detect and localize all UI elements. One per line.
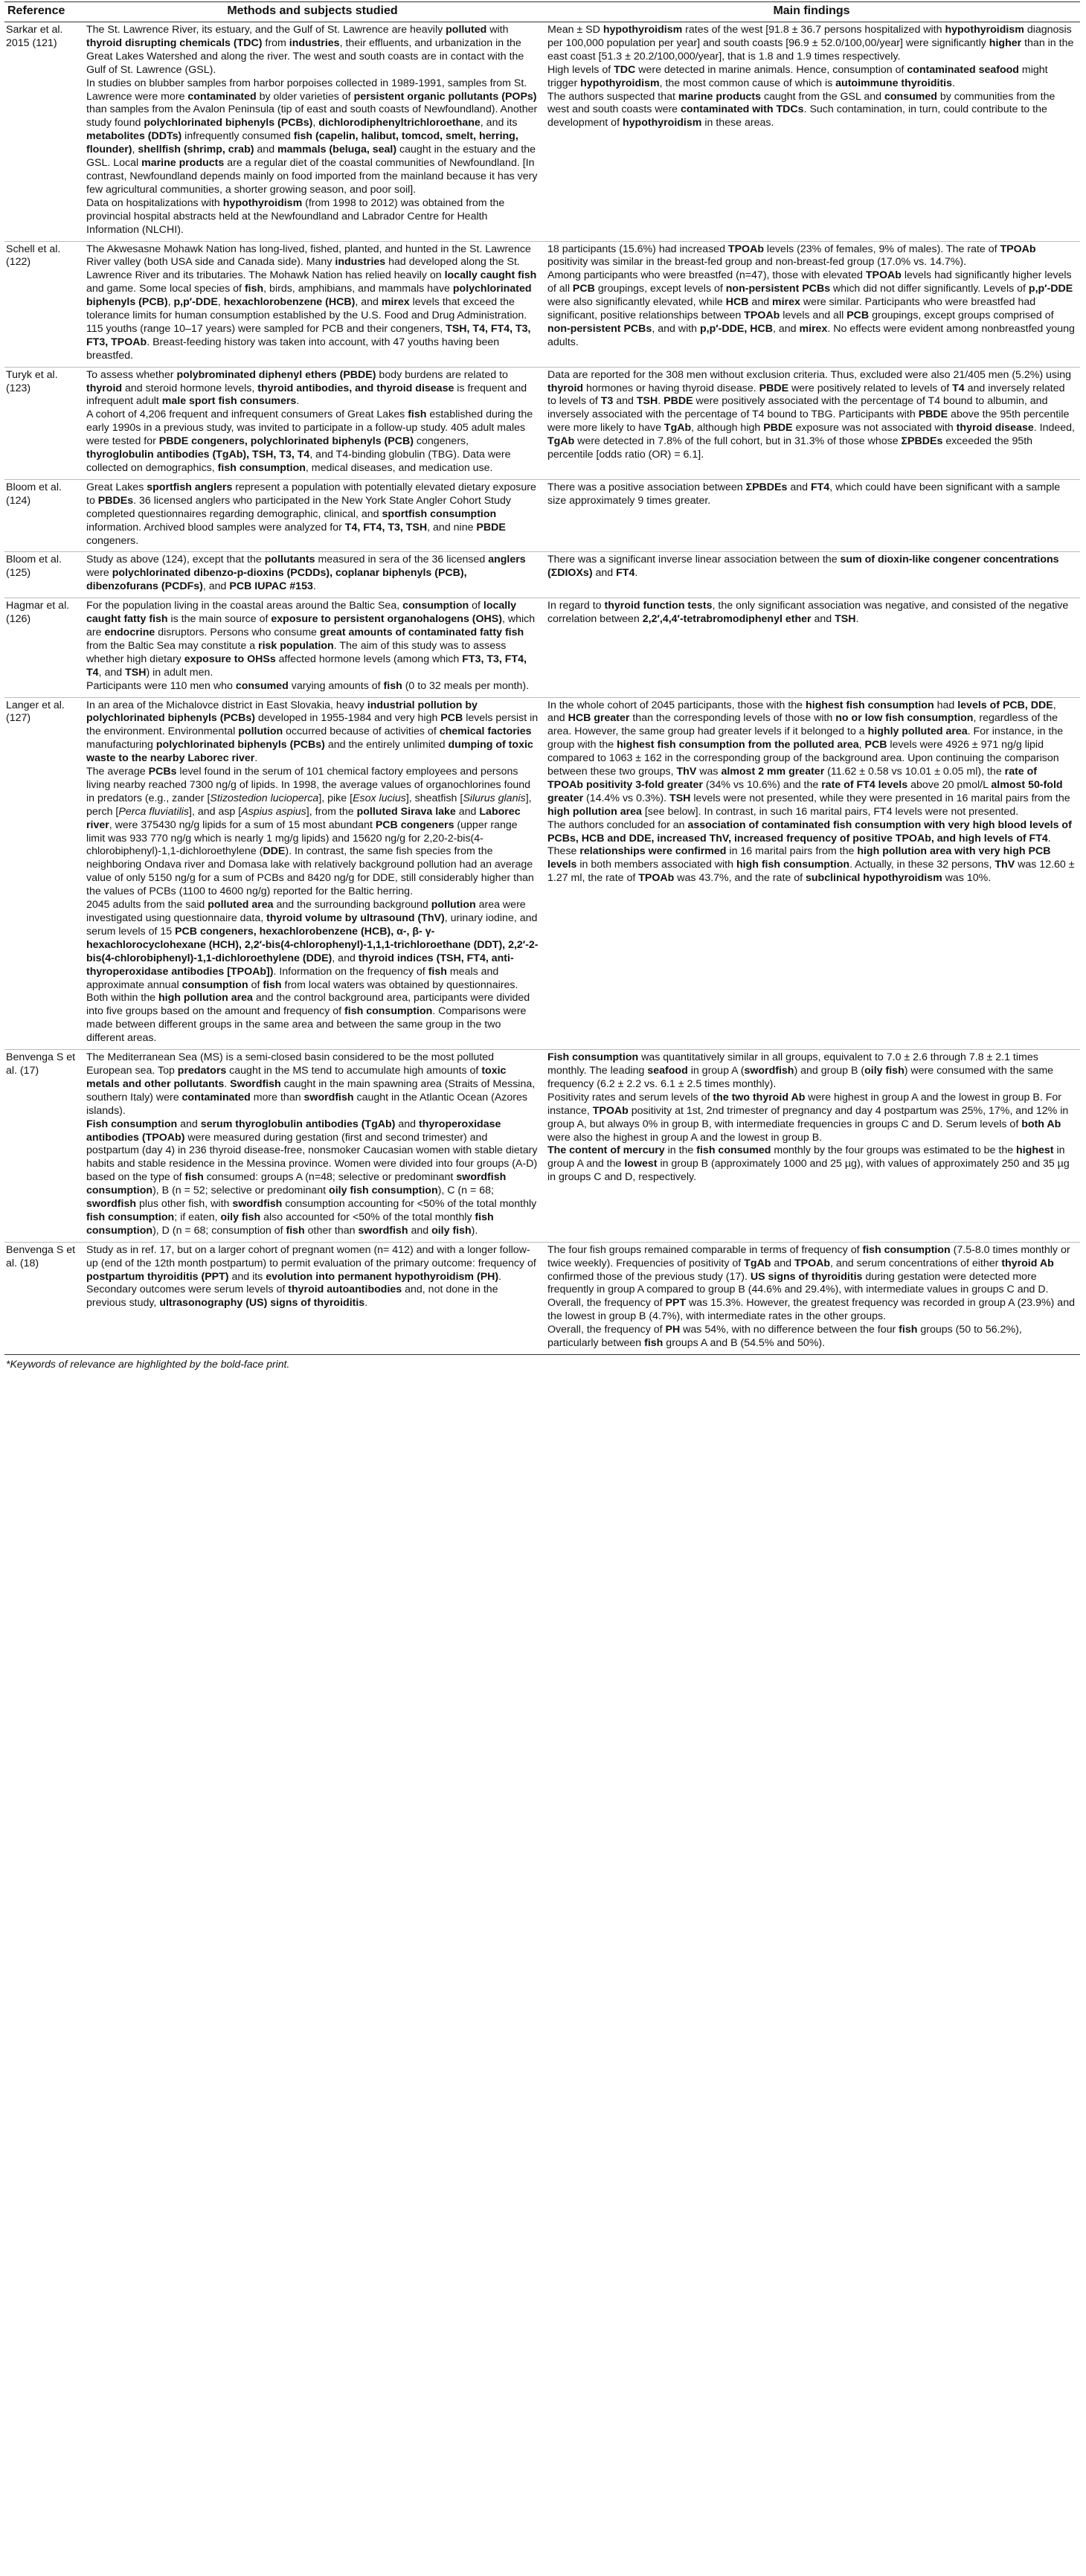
findings-cell <box>543 479 1080 552</box>
findings-paragraph: In regard to thyroid function tests, the only significant association was negative, and consisted of the negative correlation between 2,2′,4,4′-tetrabromodiphenyl ether and TSH. <box>547 600 1069 626</box>
reference-cell: Langer et al. (127) <box>4 697 82 1050</box>
methods-cell <box>82 479 543 552</box>
methods-cell <box>82 22 543 242</box>
findings-paragraph: The four fish groups remained comparable in terms of frequency of fish consumption (7.5-8.0 times monthly or twice weekly). Frequencies of positivity of TgAb and TPOAb, and serum concentrations of either thyroid Ab confirmed those of the previous study (17). US signs of thyroiditis during gestation were detected more frequently in group A compared to group B (44.6% and 29.4%), with intermediate values in groups C and D. <box>547 1243 1070 1296</box>
methods-cell <box>82 552 543 598</box>
reference-cell: Turyk et al. (123) <box>4 367 82 479</box>
methods-paragraph: In studies on blubber samples from harbor porpoises collected in 1989-1991, samples from St. Lawrence were more contaminated by older varieties of persistent organic pollutants (POPs) than samples from the Avalon Peninsula (tip of east and south coasts of Newfoundland). Another study found polychlorinated biphenyls (PCBs), dichlorodiphenyltrichloroethane, and its metabolites (DDTs) infrequently consumed fish (capelin, halibut, tomcod, smelt, herring, flounder), shellfish (shrimp, crab) and mammals (beluga, seal) caught in the estuary and the GSL. Local marine products are a regular diet of the coastal communities of Newfoundland. [In contrast, Newfoundland depends mainly on food imported from the mainland because it has very few agricultural communities, a shorter growing season, and poor soil]. <box>86 77 538 196</box>
findings-paragraph: 18 participants (15.6%) had increased TPOAb levels (23% of females, 9% of males). The rate of TPOAb positivity was similar in the breast-fed group and non-breast-fed group (17.0% vs. 14.7%). <box>547 243 1036 269</box>
reference-cell: Bloom et al. (125) <box>4 552 82 598</box>
findings-paragraph: In the whole cohort of 2045 participants, those with the highest fish consumption had levels of PCB, DDE, and HCB greater than the corresponding levels of those with no or low fish consumption, regardless of the area. However, the same group had greater levels if it belonged to a highly polluted area. For instance, in the group with the highest fish consumption from the polluted area, PCB levels were 4926 ± 971 ng/g lipid compared to 1063 ± 162 in the corresponding group of the background area. Upon continuing the comparison between these two groups, ThV was almost 2 mm greater (11.62 ± 0.58 vs 10.01 ± 0.05 ml), the rate of TPOAb positivity 3-fold greater (34% vs 10.6%) and the rate of FT4 levels above 20 pmol/L almost 50-fold greater (14.4% vs 0.3%). TSH levels were not presented, while they were presented in 16 marital pairs from the high pollution area [see below]. In contrast, in such 16 marital pairs, FT4 levels were not presented. <box>547 699 1070 818</box>
methods-paragraph: The St. Lawrence River, its estuary, and the Gulf of St. Lawrence are heavily polluted with thyroid disrupting chemicals (TDC) from industries, their effluents, and urbanization in the Great Lakes Watershed and along the river. The west and south coasts are in contact with the Gulf of St. Lawrence (GSL). <box>86 24 524 76</box>
findings-paragraph: These relationships were confirmed in 16 marital pairs from the high pollution area with very high PCB levels in both members associated with high fish consumption. Actually, in these 32 persons, ThV was 12.60 ± 1.27 ml, the rate of TPOAb was 43.7%, and the rate of subclinical hypothyroidism was 10%. <box>547 845 1075 885</box>
findings-paragraph: Data are reported for the 308 men without exclusion criteria. Thus, excluded were also 21/405 men (5.2%) using thyroid hormones or having thyroid disease. PBDE were positively related to levels of T4 and inversely related to levels of T3 and TSH. PBDE were positively associated with the percentage of T4 bound to albumin, and inversely associated with the percentage of T4 bound to TBG. Participants with PBDE above the 95th percentile were more likely to have TgAb, although high PBDE exposure was not associated with thyroid disease. Indeed, TgAb were detected in 7.8% of the full cohort, but in 31.3% of those whose ΣPBDEs exceeded the 95th percentile [odds ratio (OR) = 6.1]. <box>547 368 1075 461</box>
findings-paragraph: Overall, the frequency of PPT was 15.3%. However, the greatest frequency was recorded in group A (23.9%) and the lowest in group B (4.7%), with intermediate rates in the other groups. <box>547 1297 1075 1323</box>
header-findings: Main findings <box>543 2 1080 22</box>
findings-paragraph: The authors concluded for an association of contaminated fish consumption with very high blood levels of PCBs, HCB and DDE, increased ThV, increased frequency of positive TPOAb, and high levels of FT4. <box>547 818 1072 845</box>
findings-cell <box>543 22 1080 242</box>
findings-paragraph: The content of mercury in the fish consumed monthly by the four groups was estimated to be the highest in group A and the lowest in group B (approximately 1000 and 25 µg), with values of approximately 250 and 35 µg in groups C and D, respectively. <box>547 1144 1070 1184</box>
findings-cell <box>543 1242 1080 1354</box>
table-body <box>4 22 1080 1355</box>
methods-cell <box>82 1242 543 1354</box>
methods-paragraph: For the population living in the coastal areas around the Baltic Sea, consumption of locally caught fatty fish is the main source of exposure to persistent organohalogens (OHS), which are endocrine disruptors. Persons who consume great amounts of contaminated fatty fish from the Baltic Sea may constitute a risk population. The aim of this study was to assess whether high dietary exposure to OHSs affected hormone levels (among which FT3, T3, FT4, T4, and TSH) in adult men. <box>86 600 536 679</box>
findings-paragraph: Mean ± SD hypothyroidism rates of the west [91.8 ± 36.7 persons hospitalized with hypothyroidism diagnosis per 100,000 population per year] and south coasts [96.9 ± 52.0/100,00/year] were significantly higher than in the east coast [51.3 ± 20.2/100,000/year], that is 1.8 and 1.9 times respectively. <box>547 24 1074 63</box>
header-methods: Methods and subjects studied <box>82 2 543 22</box>
findings-cell <box>543 241 1080 367</box>
reference-cell: Sarkar et al. 2015 (121) <box>4 22 82 242</box>
methods-paragraph: Study as above (124), except that the pollutants measured in sera of the 36 licensed anglers were polychlorinated dibenzo-p-dioxins (PCDDs), coplanar biphenyls (PCB), dibenzofurans (PCDFs), and PCB IUPAC #153. <box>86 554 526 593</box>
reference-cell: Hagmar et al. (126) <box>4 598 82 697</box>
table-row <box>4 1050 1080 1243</box>
references-table <box>4 1 1080 1355</box>
table-row <box>4 598 1080 697</box>
table-row <box>4 697 1080 1050</box>
table-footnote: *Keywords of relevance are highlighted by the bold-face print. <box>6 1358 290 1370</box>
methods-cell <box>82 367 543 479</box>
findings-paragraph: Among participants who were breastfed (n=47), those with elevated TPOAb levels had significantly higher levels of all PCB groupings, except levels of non-persistent PCBs which did not differ significantly. Levels of p,p′-DDE were also significantly elevated, while HCB and mirex were similar. Participants who were breastfed had significant, positive relationships between TPOAb levels and all PCB groupings, except groups comprised of non-persistent PCBs, and with p,p′-DDE, HCB, and mirex. No effects were evident among nonbreastfed young adults. <box>547 269 1075 348</box>
methods-cell <box>82 697 543 1050</box>
table-row <box>4 552 1080 598</box>
methods-cell <box>82 241 543 367</box>
header-reference: Reference <box>4 2 82 22</box>
methods-paragraph: In an area of the Michalovce district in East Slovakia, heavy industrial pollution by polychlorinated biphenyls (PCBs) developed in 1955-1984 and very high PCB levels persist in the environment. Environmental pollution occurred because of activities of chemical factories manufacturing polychlorinated biphenyls (PCBs) and the entirely unlimited dumping of toxic waste to the nearby Laborec river. <box>86 699 539 765</box>
methods-paragraph: 2045 adults from the said polluted area and the surrounding background pollution area were investigated using questionnaire data, thyroid volume by ultrasound (ThV), urinary iodine, and serum levels of 15 PCB congeners, hexachlorobenzene (HCB), α-, β- γ-hexachlorocyclohexane (HCH), 2,2′-bis(4-chlorophenyl)-1,1,1-trichloroethane (DDT), 2,2′-2-bis(4-chlorobiphenyl)-1,1-dichloroethylene (DDE), and thyroid indices (TSH, FT4, anti-thyroperoxidase antibodies [TPOAb]). Information on the frequency of fish meals and approximate annual consumption of fish from local waters was obtained by questionnaires. Both within the high pollution area and the control background area, participants were divided into five groups based on the amount and frequency of fish consumption. Comparisons were made between different groups in the same area and between the same group in the two different areas. <box>86 899 539 1045</box>
table-row <box>4 22 1080 242</box>
table-header <box>4 2 1080 22</box>
methods-cell <box>82 1050 543 1243</box>
findings-paragraph: High levels of TDC were detected in marine animals. Hence, consumption of contaminated seafood might trigger hypothyroidism, the most common cause of which is autoimmune thyroiditis. <box>547 63 1048 89</box>
reference-cell: Bloom et al. (124) <box>4 479 82 552</box>
table-row <box>4 367 1080 479</box>
methods-paragraph: Great Lakes sportfish anglers represent a population with potentially elevated dietary exposure to PBDEs. 36 licensed anglers who participated in the New York State Angler Cohort Study completed questionnaires regarding demographic, clinical, and sportfish consumption information. Archived blood samples were analyzed for T4, FT4, T3, TSH, and nine PBDE congeners. <box>86 481 536 547</box>
reference-cell: Benvenga S et al. (17) <box>4 1050 82 1243</box>
reference-cell: Benvenga S et al. (18) <box>4 1242 82 1354</box>
findings-paragraph: There was a positive association between ΣPBDEs and FT4, which could have been significant with a sample size approximately 9 times greater. <box>547 481 1061 507</box>
methods-paragraph: To assess whether polybrominated diphenyl ethers (PBDE) body burdens are related to thyroid and steroid hormone levels, thyroid antibodies, and thyroid disease is frequent and infrequent adult male sport fish consumers. <box>86 368 527 408</box>
table-row <box>4 1242 1080 1354</box>
methods-paragraph: Study as in ref. 17, but on a larger cohort of pregnant women (n= 412) and with a longer follow-up (end of the 12th month postpartum) to permit evaluation of the primary outcome: frequency of postpartum thyroiditis (PPT) and its evolution into permanent hypothyroidism (PH). Secondary outcomes were serum levels of thyroid autoantibodies and, not done in the previous study, ultrasonography (US) signs of thyroiditis. <box>86 1243 536 1310</box>
findings-paragraph: There was a significant inverse linear association between the sum of dioxin-like congener concentrations (ΣDIOXs) and FT4. <box>547 554 1059 580</box>
methods-paragraph: The average PCBs level found in the serum of 101 chemical factory employees and persons living nearby reached 7300 ng/g of lipids. In 1998, the average values of organochlorines found in predators (e.g., zander [Stizostedion lucioperca], pike [Esox lucius], sheatfish [Silurus glanis], perch [Perca fluviatilis], and asp [Aspius aspius], from the polluted Sirava lake and Laborec river, were 375430 ng/g lipids for a sum of 15 most abundant PCB congeners (upper range limit was 933 770 ng/g which is nearly 1 mg/g lipids) and 15620 ng/g for 2,20-2-bis(4-chlorobiphenyl)-1,1-dichloroethylene (DDE). In contrast, the same fish species from the neighboring Ondava river and Domasa lake with relatively background pollution had an average value of only 5150 ng/g for a sum of PCBs and 8420 ng/g for DDE, still considerably higher than the values of PCBs (1100 to 4600 ng/g) reported for the Baltic herring. <box>86 766 534 898</box>
methods-paragraph: Data on hospitalizations with hypothyroidism (from 1998 to 2012) was obtained from the provincial hospital abstracts held at the Newfoundland and Labrador Centre for Health Information (NLCHI). <box>86 196 505 236</box>
findings-paragraph: Fish consumption was quantitatively similar in all groups, equivalent to 7.0 ± 2.6 through 7.8 ± 2.1 times monthly. The leading seafood in group A (swordfish) and group B (oily fish) were consumed with the same frequency (6.2 ± 2.2 vs. 6.1 ± 2.5 times monthly). <box>547 1051 1054 1090</box>
table-row <box>4 241 1080 367</box>
reference-cell: Schell et al. (122) <box>4 241 82 367</box>
findings-cell <box>543 552 1080 598</box>
table-row <box>4 479 1080 552</box>
findings-cell <box>543 367 1080 479</box>
methods-paragraph: The Akwesasne Mohawk Nation has long-lived, fished, planted, and hunted in the St. Lawrence River valley (both USA side and Canada side). Many industries had developed along the St. Lawrence River and its tributaries. The Mohawk Nation has relied heavily on locally caught fish and game. Some local species of fish, birds, amphibians, and mammals have polychlorinated biphenyls (PCB), p,p′-DDE, hexachlorobenzene (HCB), and mirex levels that exceed the tolerance limits for human consumption established by the U.S. Food and Drug Administration. <box>86 243 537 322</box>
findings-cell <box>543 697 1080 1050</box>
methods-paragraph: A cohort of 4,206 frequent and infrequent consumers of Great Lakes fish established during the early 1990s in a previous study, was invited to participate in a follow-up study. 405 adult males were tested for PBDE congeners, polychlorinated biphenyls (PCB) congeners, thyroglobulin antibodies (TgAb), TSH, T3, T4, and T4-binding globulin (TBG). Data were collected on demographics, fish consumption, medical diseases, and medication use. <box>86 408 533 474</box>
findings-paragraph: Overall, the frequency of PH was 54%, with no difference between the four fish groups (50 to 56.2%), particularly between fish groups A and B (54.5% and 50%). <box>547 1324 1022 1350</box>
findings-paragraph: The authors suspected that marine products caught from the GSL and consumed by communities from the west and south coasts were contaminated with TDCs. Such contamination, in turn, could contribute to the development of hypothyroidism in these areas. <box>547 90 1056 129</box>
methods-paragraph: The Mediterranean Sea (MS) is a semi-closed basin considered to be the most polluted European sea. Top predators caught in the MS tend to accumulate high amounts of toxic metals and other pollutants. Swordfish caught in the main spawning area (Straits of Messina, southern Italy) were contaminated more than swordfish caught in the Atlantic Ocean (Azores islands). <box>86 1051 536 1117</box>
methods-cell <box>82 598 543 697</box>
findings-cell <box>543 1050 1080 1243</box>
findings-cell <box>543 598 1080 697</box>
methods-paragraph: Fish consumption and serum thyroglobulin antibodies (TgAb) and thyroperoxidase antibodies (TPOAb) were measured during gestation (first and second trimester) and postpartum (day 4) in 236 thyroid disease-free, nonsmoker Caucasian women with stable dietary habits and stable residence in the Messina province. Women were divided into four groups (A-D) based on the type of fish consumed: groups A (n=48; selective or predominant swordfish consumption), B (n = 52; selective or predominant oily fish consumption), C (n = 68; swordfish plus other fish, with swordfish consumption accounting for <50% of the total monthly fish consumption; if eaten, oily fish also accounted for <50% of the total monthly fish consumption), D (n = 68; consumption of fish other than swordfish and oily fish). <box>86 1118 538 1237</box>
methods-paragraph: 115 youths (range 10–17 years) were sampled for PCB and their congeners, TSH, T4, FT4, T3, FT3, TPOAb. Breast-feeding history was taken into account, with 47 youths having been breastfed. <box>86 322 531 362</box>
findings-paragraph: Positivity rates and serum levels of the two thyroid Ab were highest in group A and the lowest in group B. For instance, TPOAb positivity at 1st, 2nd trimester of pregnancy and day 4 postpartum was 25%, 17%, and 12% in group A, but always 0% in group B, with intermediate frequencies in groups C and D. Serum levels of both Ab were also the highest in group A and the lowest in group B. <box>547 1091 1069 1144</box>
methods-paragraph: Participants were 110 men who consumed varying amounts of fish (0 to 32 meals per month). <box>86 679 530 692</box>
